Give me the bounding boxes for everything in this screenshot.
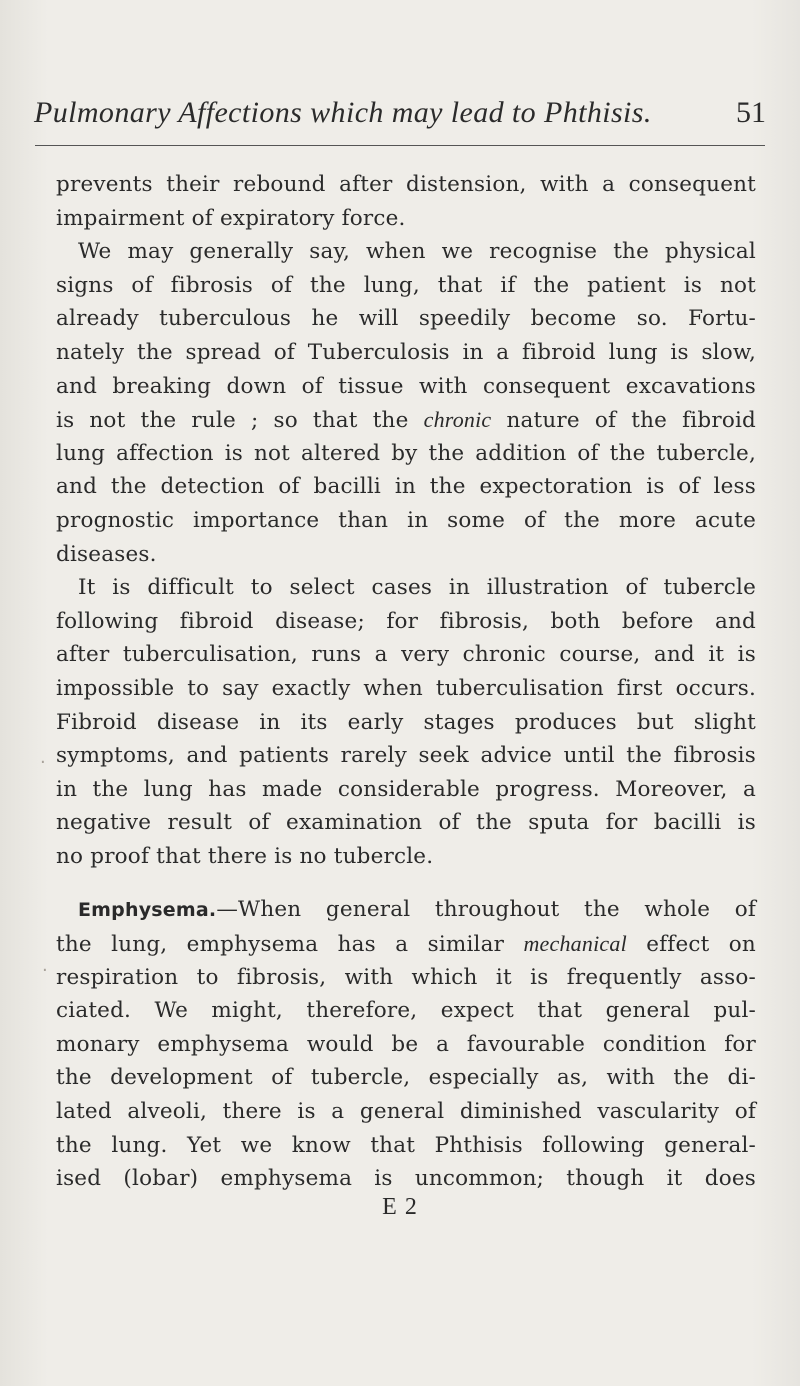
text-line: It is difficult to select cases in illustration of tubercle bbox=[78, 575, 756, 601]
text-line: negative result of examination of the sputa for bacilli is bbox=[56, 810, 756, 836]
text-line: monary emphysema would be a favourable condition for bbox=[56, 1031, 756, 1057]
body-text bbox=[56, 168, 756, 1196]
text-line: in the lung has made considerable progress. Moreover, a bbox=[56, 776, 756, 802]
running-title: Pulmonary Affections which may lead to Phthisis. bbox=[34, 96, 652, 129]
text-line: Fibroid disease in its early stages produces but slight bbox=[56, 709, 756, 735]
paragraph bbox=[56, 571, 756, 873]
text-run: the lung, emphysema has a similar bbox=[56, 932, 524, 958]
section-heading: Emphysema. bbox=[78, 899, 217, 922]
text-line: ised (lobar) emphysema is uncommon; though it does bbox=[56, 1166, 756, 1192]
section-gap bbox=[56, 873, 756, 893]
italic-term: mechanical bbox=[523, 931, 627, 957]
text-line: symptoms, and patients rarely seek advice until the fibrosis bbox=[56, 743, 756, 769]
text-run: effect on bbox=[626, 932, 756, 958]
text-line: nately the spread of Tuberculosis in a fibroid lung is slow, bbox=[56, 339, 756, 365]
text-line: the lung. Yet we know that Phthisis following general- bbox=[56, 1132, 756, 1158]
text-line: lung affection is not altered by the addition of the tubercle, bbox=[56, 440, 756, 466]
text-run: is not the rule ; so that the bbox=[56, 408, 424, 434]
page-number: 51 bbox=[736, 96, 766, 129]
text-line: already tuberculous he will speedily become so. Fortu- bbox=[56, 306, 756, 332]
text-line: and the detection of bacilli in the expectoration is of less bbox=[56, 474, 756, 500]
text-line: the development of tubercle, especially as, with the di- bbox=[56, 1065, 756, 1091]
text-run: nature of the fibroid bbox=[491, 408, 757, 434]
margin-tick: · bbox=[40, 752, 46, 773]
margin-tick: · bbox=[42, 960, 48, 981]
text-line: We may generally say, when we recognise the physical bbox=[78, 239, 756, 265]
text-line: impairment of expiratory force. bbox=[56, 205, 406, 231]
text-line: respiration to fibrosis, with which it is frequently asso- bbox=[56, 964, 756, 990]
text-line: ciated. We might, therefore, expect that general pul- bbox=[56, 998, 756, 1024]
text-line: following fibroid disease; for fibrosis, both before and bbox=[56, 608, 756, 634]
text-line: impossible to say exactly when tuberculisation first occurs. bbox=[56, 675, 756, 701]
text-line: prognostic importance than in some of the more acute bbox=[56, 507, 756, 533]
text-line: signs of fibrosis of the lung, that if the patient is not bbox=[56, 272, 756, 298]
text-line: no proof that there is no tubercle. bbox=[56, 843, 434, 869]
signature-mark: E 2 bbox=[382, 1194, 418, 1220]
text-line bbox=[56, 403, 756, 437]
italic-term: chronic bbox=[423, 407, 492, 433]
text-line bbox=[56, 893, 756, 927]
text-run: —When general throughout the whole of bbox=[216, 897, 756, 923]
text-line: and breaking down of tissue with consequent excavations bbox=[56, 373, 756, 399]
running-head bbox=[34, 96, 766, 144]
text-line: after tuberculisation, runs a very chronic course, and it is bbox=[56, 642, 756, 668]
text-line: diseases. bbox=[56, 541, 157, 567]
paragraph bbox=[56, 168, 756, 235]
paragraph bbox=[56, 235, 756, 571]
text-line: prevents their rebound after distension, with a consequent bbox=[56, 172, 756, 197]
text-line bbox=[56, 927, 756, 961]
paragraph bbox=[56, 893, 756, 1195]
text-line: lated alveoli, there is a general diminished vascularity of bbox=[56, 1099, 756, 1125]
header-rule bbox=[35, 145, 765, 146]
